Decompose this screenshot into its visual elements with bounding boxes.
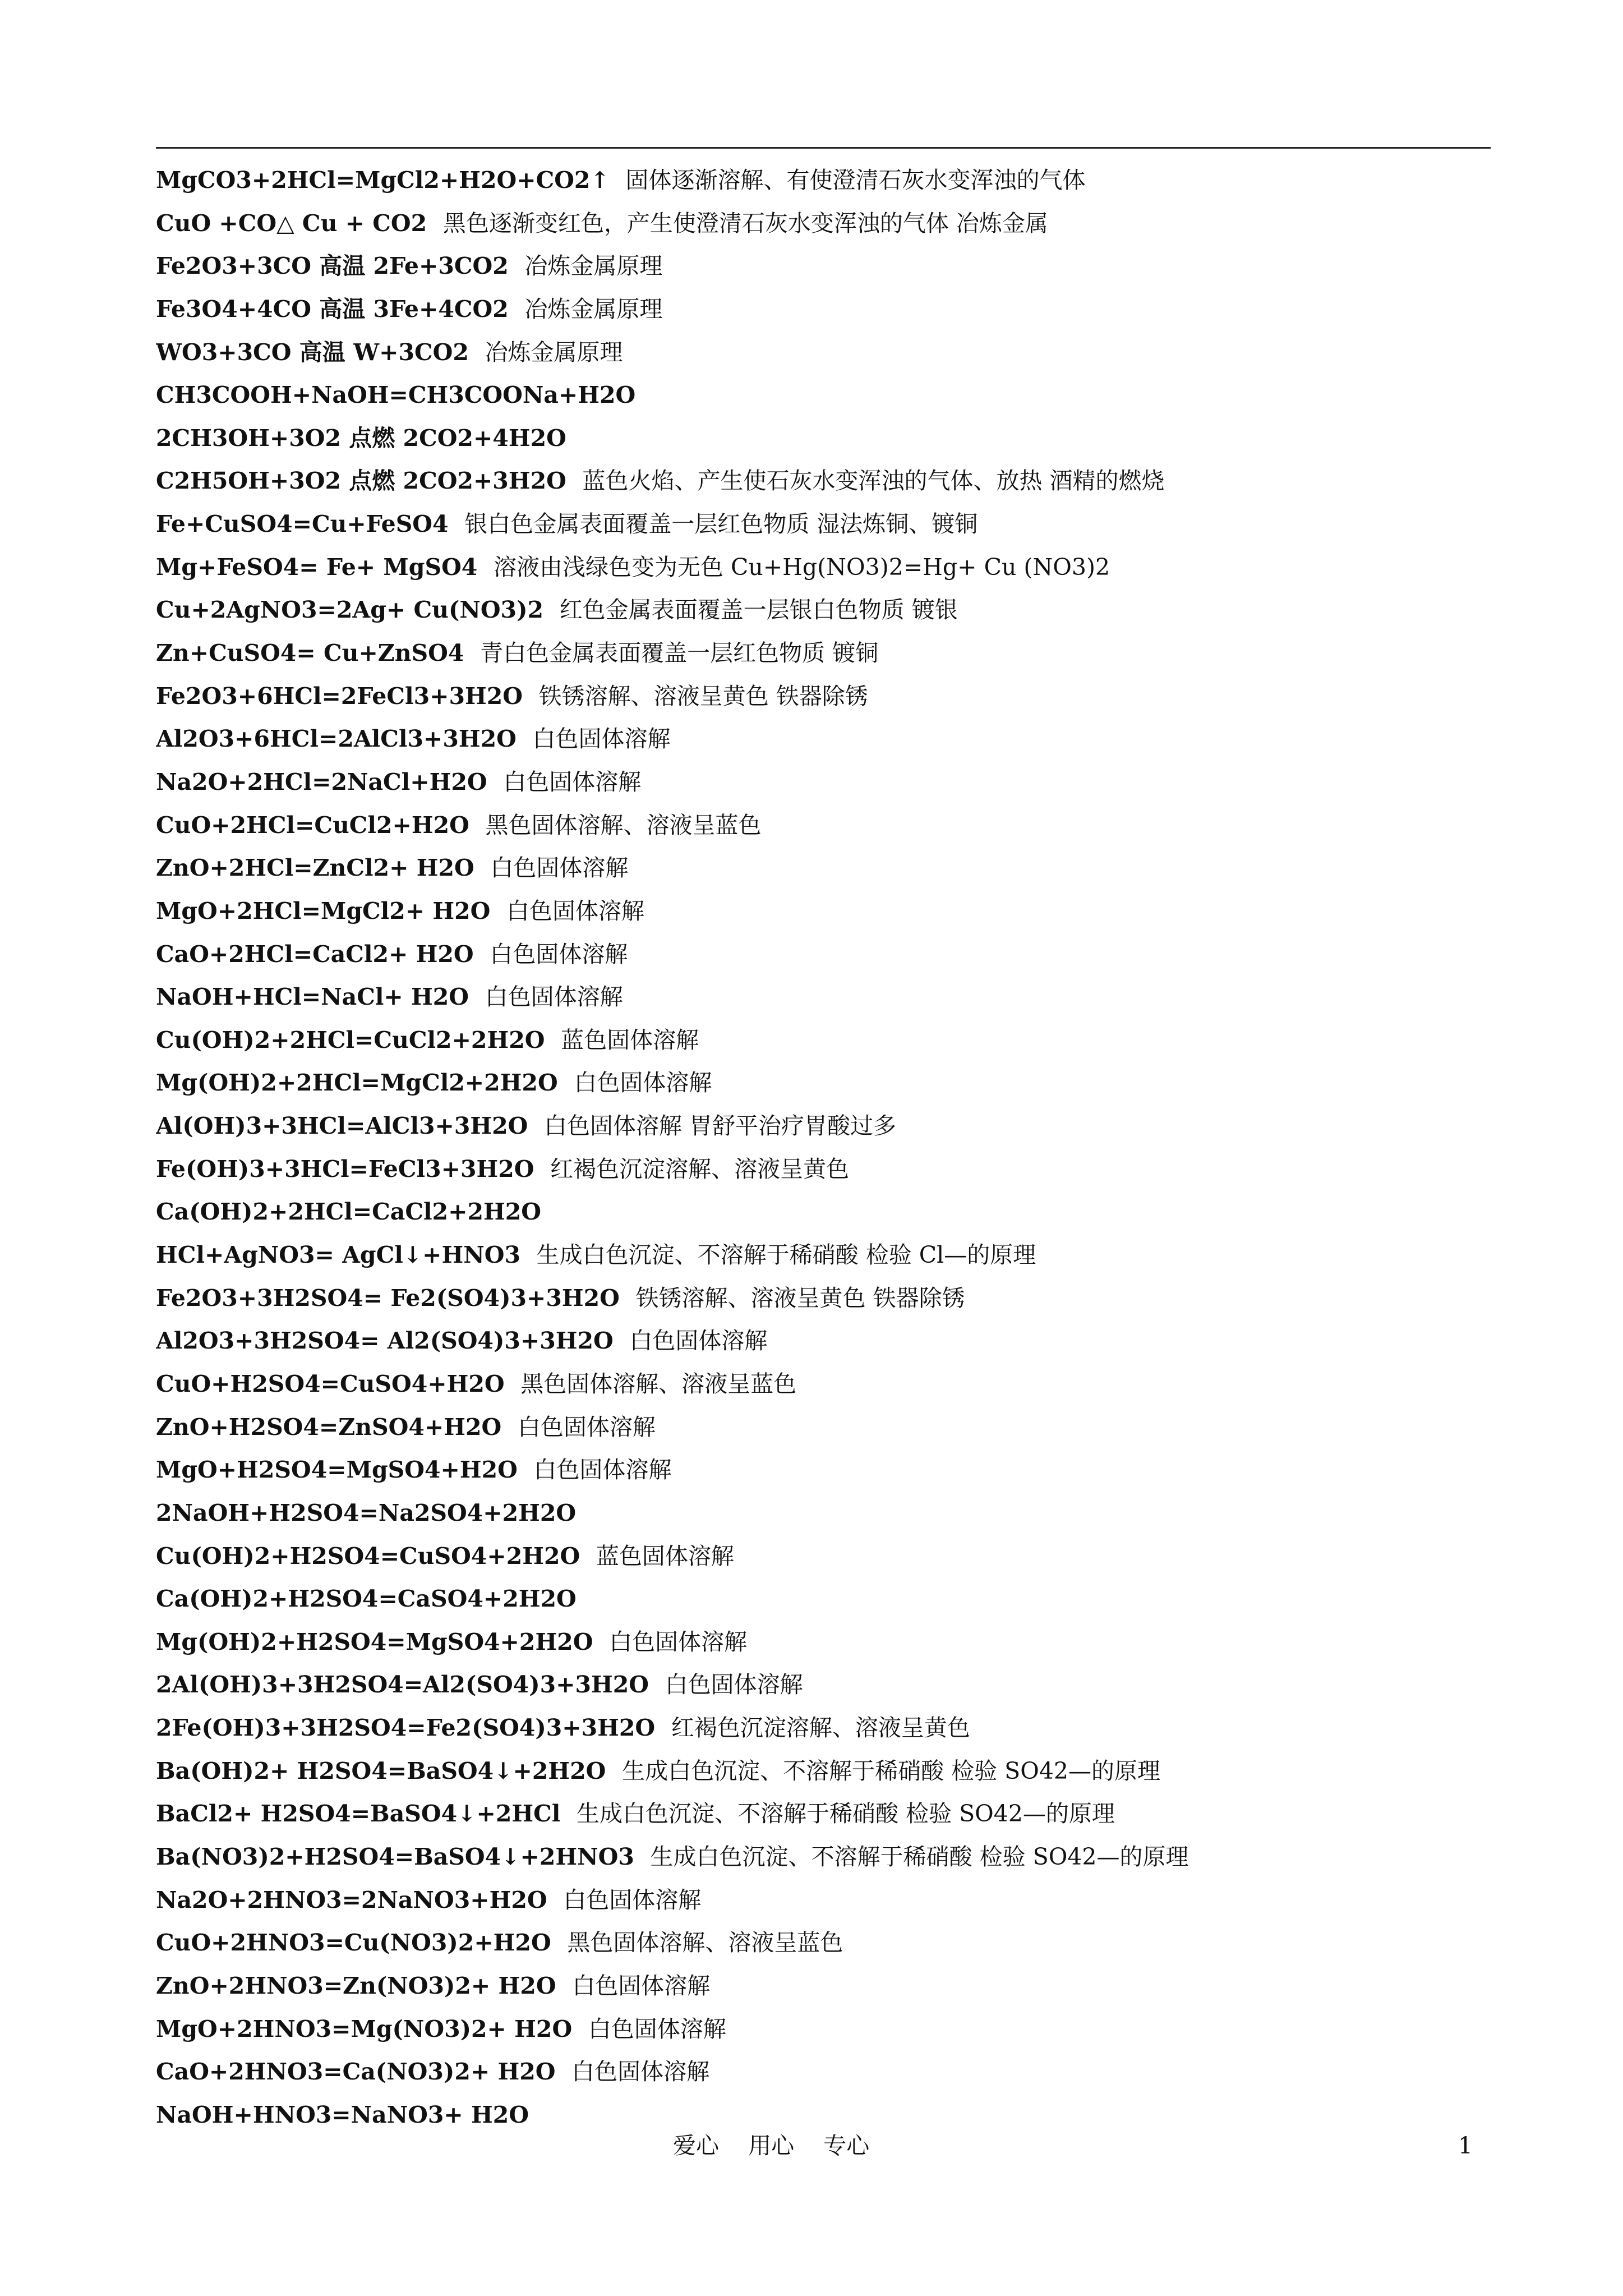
equation-description: 溶液由浅绿色变为无色 Cu+Hg(NO3)2=Hg+ Cu (NO3)2 bbox=[494, 553, 1110, 581]
equation-description: 白色固体溶解 bbox=[629, 1327, 768, 1355]
equation-formula: Fe+CuSO4=Cu+FeSO4 bbox=[156, 510, 449, 538]
equation-description: 生成白色沉淀、不溶解于稀硝酸 检验 SO42—的原理 bbox=[622, 1757, 1161, 1784]
equation-description: 蓝色固体溶解 bbox=[561, 1026, 699, 1053]
equation-description: 生成白色沉淀、不溶解于稀硝酸 检验 SO42—的原理 bbox=[650, 1843, 1189, 1870]
equation-formula: NaOH+HNO3=NaNO3+ H2O bbox=[156, 2101, 529, 2128]
equation-line bbox=[156, 1535, 1491, 1578]
equation-description: 白色固体溶解 胃舒平治疗胃酸过多 bbox=[544, 1112, 897, 1140]
equation-formula: CH3COOH+NaOH=CH3COONa+H2O bbox=[156, 381, 636, 409]
equation-formula: Ca(OH)2+2HCl=CaCl2+2H2O bbox=[156, 1198, 541, 1226]
equation-formula: 2Fe(OH)3+3H2SO4=Fe2(SO4)3+3H2O bbox=[156, 1714, 656, 1742]
equation-formula: 2CH3OH+3O2 点燃 2CO2+4H2O bbox=[156, 424, 566, 452]
equation-formula: MgCO3+2HCl=MgCl2+H2O+CO2↑ bbox=[156, 167, 610, 194]
equation-line bbox=[156, 588, 1491, 632]
equation-description: 白色固体溶解 bbox=[571, 2058, 710, 2086]
equation-formula: HCl+AgNO3= AgCl↓+HNO3 bbox=[156, 1241, 520, 1269]
equation-formula: CuO+H2SO4=CuSO4+H2O bbox=[156, 1370, 505, 1397]
equation-description: 白色固体溶解 bbox=[506, 897, 645, 924]
equation-description: 黑色固体溶解、溶液呈蓝色 bbox=[485, 811, 762, 839]
equation-line bbox=[156, 1234, 1491, 1277]
equation-description: 白色固体溶解 bbox=[609, 1628, 748, 1655]
equation-line bbox=[156, 846, 1491, 890]
equation-formula: Fe2O3+3CO 高温 2Fe+3CO2 bbox=[156, 252, 509, 280]
equation-description: 红褐色沉淀溶解、溶液呈黄色 bbox=[671, 1714, 970, 1742]
equation-description: 生成白色沉淀、不溶解于稀硝酸 检验 Cl—的原理 bbox=[536, 1241, 1036, 1269]
equation-formula: Ba(OH)2+ H2SO4=BaSO4↓+2H2O bbox=[156, 1757, 606, 1784]
equation-line bbox=[156, 933, 1491, 976]
equation-description: 白色固体溶解 bbox=[533, 1456, 672, 1484]
equation-description: 白色固体溶解 bbox=[490, 854, 629, 882]
equation-description: 银白色金属表面覆盖一层红色物质 湿法炼铜、镀铜 bbox=[464, 510, 978, 538]
equation-description: 冶炼金属原理 bbox=[485, 338, 623, 366]
equation-formula: BaCl2+ H2SO4=BaSO4↓+2HCl bbox=[156, 1800, 561, 1828]
equation-line bbox=[156, 1406, 1491, 1449]
equation-line bbox=[156, 976, 1491, 1019]
equation-description: 铁锈溶解、溶液呈黄色 铁器除锈 bbox=[538, 682, 868, 710]
equation-line bbox=[156, 245, 1491, 288]
equation-line bbox=[156, 1363, 1491, 1406]
equation-formula: Al(OH)3+3HCl=AlCl3+3H2O bbox=[156, 1112, 528, 1140]
equation-line bbox=[156, 1105, 1491, 1148]
equation-description: 白色固体溶解 bbox=[563, 1886, 702, 1913]
equation-formula: 2NaOH+H2SO4=Na2SO4+2H2O bbox=[156, 1499, 577, 1526]
equation-line bbox=[156, 288, 1491, 331]
equation-formula: CuO +CO△ Cu + CO2 bbox=[156, 209, 427, 237]
equation-description: 蓝色固体溶解 bbox=[596, 1542, 734, 1570]
equation-description: 白色固体溶解 bbox=[532, 725, 671, 753]
equation-description: 白色固体溶解 bbox=[588, 2015, 726, 2042]
equation-line bbox=[156, 1319, 1491, 1363]
equation-formula: Al2O3+3H2SO4= Al2(SO4)3+3H2O bbox=[156, 1327, 614, 1355]
equation-formula: WO3+3CO 高温 W+3CO2 bbox=[156, 338, 469, 366]
equation-formula: Ba(NO3)2+H2SO4=BaSO4↓+2HNO3 bbox=[156, 1843, 634, 1870]
equation-description: 白色固体溶解 bbox=[485, 983, 623, 1011]
equation-line bbox=[156, 675, 1491, 718]
equation-formula: CaO+2HCl=CaCl2+ H2O bbox=[156, 940, 474, 968]
equation-description: 黑色固体溶解、溶液呈蓝色 bbox=[567, 1929, 843, 1957]
equation-line bbox=[156, 1663, 1491, 1706]
equation-description: 白色固体溶解 bbox=[517, 1413, 656, 1441]
equation-description: 白色固体溶解 bbox=[490, 940, 628, 968]
equation-description: 铁锈溶解、溶液呈黄色 铁器除锈 bbox=[635, 1284, 965, 1312]
equation-description: 红褐色沉淀溶解、溶液呈黄色 bbox=[550, 1155, 850, 1182]
equation-line bbox=[156, 1577, 1491, 1621]
equation-description: 白色固体溶解 bbox=[503, 768, 642, 795]
equation-formula: Fe2O3+6HCl=2FeCl3+3H2O bbox=[156, 682, 523, 710]
equation-description: 白色固体溶解 bbox=[572, 1972, 711, 1999]
page-footer bbox=[0, 2126, 1623, 2165]
equation-description: 红色金属表面覆盖一层银白色物质 镀银 bbox=[559, 596, 958, 624]
equation-formula: Zn+CuSO4= Cu+ZnSO4 bbox=[156, 639, 464, 667]
equation-formula: CuO+2HCl=CuCl2+H2O bbox=[156, 811, 469, 839]
equation-line bbox=[156, 159, 1491, 202]
equation-description: 白色固体溶解 bbox=[665, 1671, 803, 1699]
equation-formula: ZnO+H2SO4=ZnSO4+H2O bbox=[156, 1413, 502, 1441]
equation-line bbox=[156, 1879, 1491, 1922]
equation-line bbox=[156, 1750, 1491, 1793]
equation-description: 蓝色火焰、产生使石灰水变浑浊的气体、放热 酒精的燃烧 bbox=[582, 467, 1165, 495]
equation-description: 固体逐渐溶解、有使澄清石灰水变浑浊的气体 bbox=[625, 167, 1086, 194]
equation-formula: MgO+2HNO3=Mg(NO3)2+ H2O bbox=[156, 2015, 573, 2042]
equation-list bbox=[156, 159, 1491, 2136]
equation-line bbox=[156, 374, 1491, 417]
equation-line bbox=[156, 503, 1491, 546]
equation-formula: ZnO+2HCl=ZnCl2+ H2O bbox=[156, 854, 474, 882]
equation-line bbox=[156, 331, 1491, 374]
equation-description: 白色固体溶解 bbox=[574, 1069, 712, 1097]
equation-line bbox=[156, 2050, 1491, 2093]
equation-line bbox=[156, 1492, 1491, 1535]
equation-line bbox=[156, 804, 1491, 847]
equation-formula: Fe3O4+4CO 高温 3Fe+4CO2 bbox=[156, 295, 509, 323]
equation-formula: MgO+2HCl=MgCl2+ H2O bbox=[156, 897, 491, 924]
equation-line bbox=[156, 1621, 1491, 1664]
equation-formula: Cu+2AgNO3=2Ag+ Cu(NO3)2 bbox=[156, 596, 543, 624]
equation-formula: Fe(OH)3+3HCl=FeCl3+3H2O bbox=[156, 1155, 534, 1182]
footer-motto: 爱心 用心 专心 bbox=[673, 2132, 870, 2159]
equation-line bbox=[156, 1277, 1491, 1320]
equation-formula: Mg+FeSO4= Fe+ MgSO4 bbox=[156, 553, 478, 581]
equation-formula: Fe2O3+3H2SO4= Fe2(SO4)3+3H2O bbox=[156, 1284, 620, 1312]
equation-formula: Cu(OH)2+H2SO4=CuSO4+2H2O bbox=[156, 1542, 580, 1570]
equation-formula: Na2O+2HNO3=2NaNO3+H2O bbox=[156, 1886, 547, 1913]
equation-line bbox=[156, 1019, 1491, 1062]
equation-description: 冶炼金属原理 bbox=[524, 295, 663, 323]
equation-formula: Mg(OH)2+H2SO4=MgSO4+2H2O bbox=[156, 1628, 593, 1655]
equation-description: 冶炼金属原理 bbox=[524, 252, 663, 280]
equation-description: 生成白色沉淀、不溶解于稀硝酸 检验 SO42—的原理 bbox=[577, 1800, 1115, 1828]
equation-line bbox=[156, 1964, 1491, 2008]
equation-formula: Mg(OH)2+2HCl=MgCl2+2H2O bbox=[156, 1069, 558, 1097]
equation-formula: Cu(OH)2+2HCl=CuCl2+2H2O bbox=[156, 1026, 545, 1053]
header-rule bbox=[156, 147, 1491, 149]
equation-line bbox=[156, 417, 1491, 460]
equation-formula: ZnO+2HNO3=Zn(NO3)2+ H2O bbox=[156, 1972, 556, 1999]
equation-line bbox=[156, 1921, 1491, 1964]
equation-formula: C2H5OH+3O2 点燃 2CO2+3H2O bbox=[156, 467, 566, 495]
equation-line bbox=[156, 1148, 1491, 1191]
equation-line bbox=[156, 632, 1491, 675]
equation-formula: NaOH+HCl=NaCl+ H2O bbox=[156, 983, 469, 1011]
equation-description: 青白色金属表面覆盖一层红色物质 镀铜 bbox=[480, 639, 879, 667]
equation-line bbox=[156, 2008, 1491, 2051]
equation-formula: MgO+H2SO4=MgSO4+H2O bbox=[156, 1456, 518, 1484]
equation-formula: 2Al(OH)3+3H2SO4=Al2(SO4)3+3H2O bbox=[156, 1671, 649, 1699]
equation-description: 黑色固体溶解、溶液呈蓝色 bbox=[520, 1370, 797, 1397]
equation-line bbox=[156, 717, 1491, 761]
equation-line bbox=[156, 890, 1491, 933]
equation-line bbox=[156, 202, 1491, 245]
equation-line bbox=[156, 1835, 1491, 1879]
equation-formula: Na2O+2HCl=2NaCl+H2O bbox=[156, 768, 487, 795]
equation-formula: Al2O3+6HCl=2AlCl3+3H2O bbox=[156, 725, 517, 753]
equation-formula: CaO+2HNO3=Ca(NO3)2+ H2O bbox=[156, 2058, 556, 2086]
equation-formula: CuO+2HNO3=Cu(NO3)2+H2O bbox=[156, 1929, 551, 1957]
equation-line bbox=[156, 761, 1491, 804]
equation-line bbox=[156, 546, 1491, 589]
equation-line bbox=[156, 1061, 1491, 1105]
equation-line bbox=[156, 459, 1491, 503]
page-number: 1 bbox=[1458, 2132, 1473, 2159]
equation-line bbox=[156, 1792, 1491, 1835]
equation-line bbox=[156, 1190, 1491, 1234]
equation-line bbox=[156, 1706, 1491, 1750]
equation-description: 黑色逐渐变红色，产生使澄清石灰水变浑浊的气体 冶炼金属 bbox=[442, 209, 1048, 237]
equation-formula: Ca(OH)2+H2SO4=CaSO4+2H2O bbox=[156, 1585, 577, 1613]
equation-line bbox=[156, 1448, 1491, 1492]
